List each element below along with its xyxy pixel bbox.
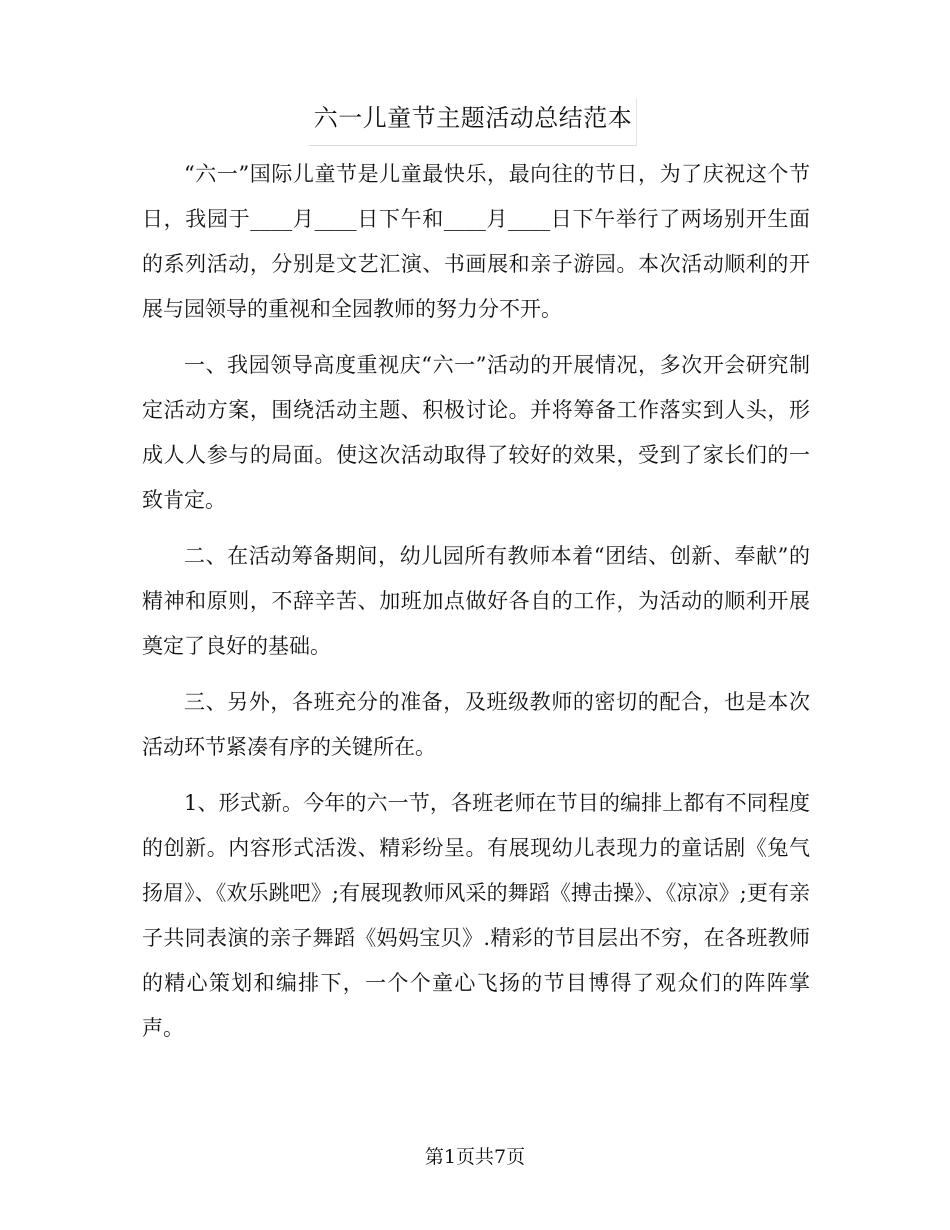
- paragraph-item-one: 1、形式新。今年的六一节，各班老师在节目的编排上都有不同程度的创新。内容形式活泼、精彩纷呈。有展现幼儿表现力的童话剧《兔气扬眉》、《欢乐跳吧》;有展现教师风采的舞蹈《搏击操》、《凉凉》;更有亲子共同表演的亲子舞蹈《妈妈宝贝》.精彩的节目层出不穷，在各班教师的精心策划和编排下，一个个童心飞扬的节目博得了观众们的阵阵掌声。: [142, 791, 810, 1040]
- paragraph-intro: “六一”国际儿童节是儿童最快乐，最向往的节日，为了庆祝这个节日，我园于____月____日下午和____月____日下午举行了两场别开生面的系列活动，分别是文艺汇演、书画展和亲子游园。本次活动顺利的开展与园领导的重视和全园教师的努力分不开。: [142, 162, 810, 321]
- document-title: 六一儿童节主题活动总结范本: [313, 104, 633, 132]
- paragraph-section-one: 一、我园领导高度重视庆“六一”活动的开展情况，多次开会研究制定活动方案，围绕活动主题、积极讨论。并将筹备工作落实到人头，形成人人参与的局面。使这次活动取得了较好的效果，受到了家长们的一致肯定。: [142, 353, 810, 512]
- document-body: [142, 152, 810, 1062]
- page-footer: 第1页共7页: [424, 1146, 526, 1168]
- title-box: [309, 98, 637, 146]
- paragraph-section-two: 二、在活动筹备期间，幼儿园所有教师本着“团结、创新、奉献”的精神和原则，不辞辛苦、加班加点做好各自的工作，为活动的顺利开展奠定了良好的基础。: [142, 544, 810, 658]
- paragraph-section-three: 三、另外，各班充分的准备，及班级教师的密切的配合，也是本次活动环节紧凑有序的关键所在。: [142, 690, 810, 759]
